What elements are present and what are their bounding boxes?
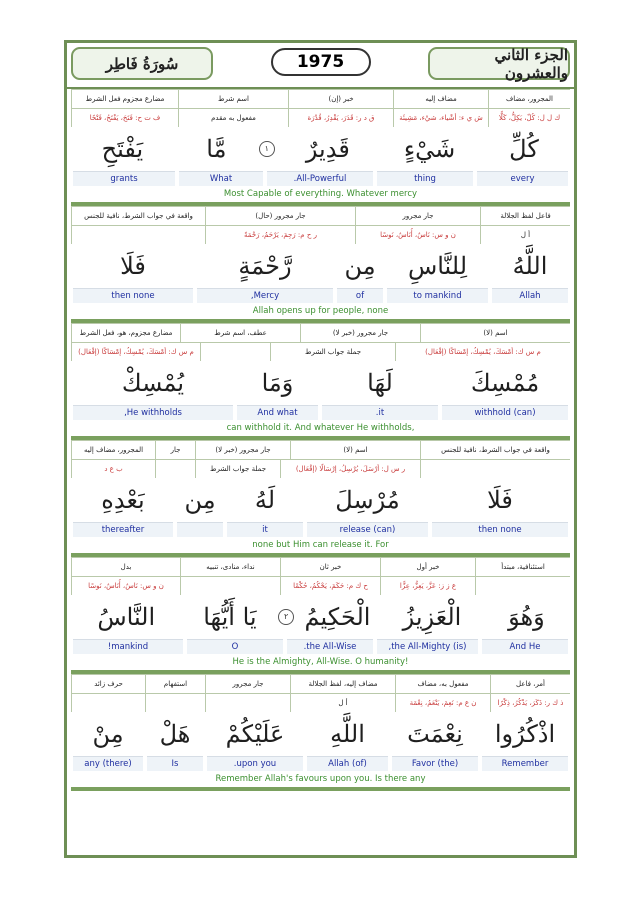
- english-word: Allah: [492, 288, 568, 303]
- arabic-row: [71, 478, 570, 522]
- grammar-cell: استئنافية، مبتدأ: [475, 558, 570, 576]
- root-cell: [420, 460, 570, 478]
- root-cell: ع ز ز: عَزَّ، يَعِزُّ، عِزًّا: [380, 577, 475, 595]
- root-row: [71, 693, 570, 712]
- grammar-cell: خبر (إن): [288, 90, 393, 108]
- verse-section: [71, 440, 570, 557]
- juz-name: الجزء الثاني والعشرون: [494, 45, 568, 82]
- arabic-row: [71, 244, 570, 288]
- grammar-cell: مضاف إليه: [393, 90, 488, 108]
- root-cell: [475, 577, 570, 595]
- english-word: it: [227, 522, 303, 537]
- english-word: (there) any: [73, 756, 143, 771]
- arabic-word: لِلنَّاسِ: [407, 252, 468, 280]
- translation-line: He is the Almighty, All-Wise. O humanity!: [232, 657, 409, 667]
- grammar-cell: أمر، فاعل: [490, 675, 570, 693]
- arabic-word: قَدِيرٌ: [305, 135, 350, 163]
- arabic-row: [71, 361, 570, 405]
- grammar-cell: مضارع مجزوم، هو، فعل الشرط: [71, 324, 180, 342]
- arabic-word: عَلَيْكُمْ: [225, 720, 285, 748]
- arabic-word: مِنْ: [92, 720, 124, 748]
- content: [71, 89, 570, 791]
- english-word: And He: [482, 639, 568, 654]
- verse-section: [71, 557, 570, 674]
- root-row: [71, 108, 570, 127]
- arabic-word: فَلَا: [120, 252, 146, 280]
- page-header: [67, 43, 574, 89]
- english-word: O: [187, 639, 283, 654]
- arabic-word: رَّحْمَةٍ: [238, 252, 292, 280]
- english-word: He withholds,: [73, 405, 233, 420]
- grammar-cell: اسم شرط: [178, 90, 288, 108]
- arabic-word: لَهُ: [254, 486, 276, 514]
- english-word: All-Powerful.: [267, 171, 373, 186]
- root-cell: ن و س: نَاسٌ، أُنَاسٌ، نَوسًا: [355, 226, 480, 244]
- grammar-cell: مضارع مجزوم فعل الشرط: [71, 90, 178, 108]
- arabic-word: وَهُوَ: [508, 603, 545, 631]
- arabic-word: اللَّهِ: [330, 720, 365, 748]
- english-word: mankind!: [73, 639, 183, 654]
- root-cell: [205, 694, 290, 712]
- english-word: of: [337, 288, 383, 303]
- arabic-word: الْعَزِيزُ: [402, 603, 462, 631]
- arabic-word: يُمْسِكْ: [121, 369, 185, 397]
- arabic-row: [71, 127, 570, 171]
- surah-name: سُورَةُ فَاطِر: [105, 54, 179, 73]
- grammar-cell: المجرور، مضاف إليه: [71, 441, 155, 459]
- root-cell: [155, 460, 195, 478]
- english-word: (is) the All-Mighty,: [377, 639, 478, 654]
- arabic-word: مِن: [184, 486, 216, 514]
- english-word: the All-Wise.: [287, 639, 373, 654]
- root-row: [71, 576, 570, 595]
- arabic-row: [71, 595, 570, 639]
- root-cell: أ ل: [480, 226, 570, 244]
- english-row: [71, 756, 570, 771]
- root-cell: [71, 694, 145, 712]
- root-cell: ش ي ء: أشْياء، شيْء، مَشِيئَة: [393, 109, 488, 127]
- grammar-cell: جار مجرور (خبر لا): [300, 324, 420, 342]
- english-row: [71, 405, 570, 420]
- root-cell: ب ع د: [71, 460, 155, 478]
- arabic-word: وَمَا: [261, 369, 294, 397]
- ayah-number-marker: ٢: [278, 609, 294, 625]
- english-word: to mankind: [387, 288, 488, 303]
- grammar-row: [71, 674, 570, 693]
- grammar-cell: مضاف إليه، لفظ الجلالة: [290, 675, 395, 693]
- arabic-row: [71, 712, 570, 756]
- english-row: [71, 171, 570, 186]
- root-cell: م س ك: أمْسَكَ، يُمْسِكُ، إمْسَاكًا (إفْعَال): [71, 343, 200, 361]
- root-cell: [180, 577, 280, 595]
- grammar-cell: استفهام: [145, 675, 205, 693]
- english-word: grants: [73, 171, 175, 186]
- english-word: then none: [432, 522, 568, 537]
- arabic-word: كُلِّ: [509, 135, 539, 163]
- root-cell: جملة جواب الشرط: [270, 343, 395, 361]
- grammar-cell: اسم (لا): [290, 441, 420, 459]
- grammar-cell: جار مجرور (حال): [205, 207, 355, 225]
- grammar-row: [71, 323, 570, 342]
- verse-section: [71, 674, 570, 791]
- english-word: (can) release: [307, 522, 428, 537]
- root-cell: [145, 694, 205, 712]
- grammar-cell: بدل: [71, 558, 180, 576]
- root-cell: ر س ل: أرْسَلَ، يُرْسِلُ، إرْسَالًا (إفْعَال): [280, 460, 420, 478]
- english-row: [71, 639, 570, 654]
- root-cell: م س ك: أمْسَكَ، يُمْسِكُ، إمْسَاكًا (إفْعَال): [395, 343, 570, 361]
- root-cell: أ ل: [290, 694, 395, 712]
- root-cell: ح ك م: حَكَمَ، يَحْكُمُ، حُكْمًا: [280, 577, 380, 595]
- english-word: Remember: [482, 756, 568, 771]
- grammar-cell: نداء، منادى، تنبيه: [180, 558, 280, 576]
- page-number-badge: [271, 48, 371, 76]
- arabic-word: يَفْتَحِ: [101, 135, 144, 163]
- root-cell: ن ع م: نَعِمَ، يَنْعَمُ، نِعْمَة: [395, 694, 490, 712]
- arabic-word: يَا أَيُّهَا: [203, 603, 257, 631]
- arabic-word: مُمْسِكَ: [470, 369, 540, 397]
- root-row: [71, 342, 570, 361]
- ayah-number-marker: ١: [259, 141, 275, 157]
- grammar-cell: عطف، اسم شرط: [180, 324, 300, 342]
- arabic-word: بَعْدِهِ: [101, 486, 145, 514]
- english-word: it.: [322, 405, 438, 420]
- translation-line: none but Him can release it. For: [252, 540, 389, 550]
- arabic-word: اللَّهُ: [512, 252, 548, 280]
- grammar-cell: جار: [155, 441, 195, 459]
- arabic-word: مَّا: [206, 135, 227, 163]
- arabic-word: شَيْءٍ: [403, 135, 456, 163]
- grammar-row: [71, 206, 570, 225]
- arabic-word: مُرْسِلَ: [335, 486, 400, 514]
- root-cell: [200, 343, 270, 361]
- grammar-row: [71, 440, 570, 459]
- arabic-word: هَلْ: [159, 720, 191, 748]
- root-cell: ن و س: نَاسٌ، أُنَاسٌ، نَوسًا: [71, 577, 180, 595]
- english-word: upon you.: [207, 756, 303, 771]
- arabic-word: مِن: [344, 252, 376, 280]
- english-word: And what: [237, 405, 318, 420]
- grammar-cell: خبر أول: [380, 558, 475, 576]
- grammar-cell: خبر ثان: [280, 558, 380, 576]
- english-row: [71, 522, 570, 537]
- translation-line: Most Capable of everything. Whatever mercy: [223, 189, 418, 199]
- root-cell: [71, 226, 205, 244]
- english-word: (of) Allah: [307, 756, 388, 771]
- english-word: What: [179, 171, 263, 186]
- english-word: every: [477, 171, 568, 186]
- page-frame: [64, 40, 577, 858]
- english-word: (can) withhold: [442, 405, 568, 420]
- grammar-cell: جار مجرور: [205, 675, 290, 693]
- grammar-cell: مفعول به، مضاف: [395, 675, 490, 693]
- english-word: thereafter: [73, 522, 173, 537]
- juz-name-box: [428, 47, 570, 80]
- arabic-word: الْحَكِيمُ: [304, 603, 371, 631]
- arabic-word: النَّاسُ: [97, 603, 156, 631]
- english-word: [177, 522, 223, 537]
- verse-section: [71, 206, 570, 323]
- arabic-word: نِعْمَتَ: [407, 720, 463, 748]
- translation-line: Remember Allah's favours upon you. Is there any: [215, 774, 426, 784]
- english-word: then none: [73, 288, 193, 303]
- english-word: thing: [377, 171, 473, 186]
- grammar-cell: فاعل لفظ الجلالة: [480, 207, 570, 225]
- root-cell: ر ح م: رَحِمَ، يَرْحَمُ، رَحْمَةً: [205, 226, 355, 244]
- root-cell: ذ ك ر: ذَكَرَ، يَذْكُرُ، ذِكْرًا: [490, 694, 570, 712]
- translation-line: Allah opens up for people, none: [252, 306, 389, 316]
- grammar-row: [71, 89, 570, 108]
- root-cell: ق د ر: قَدَرَ، يَقْدِرُ، قُدْرَة: [288, 109, 393, 127]
- root-cell: ك ل ل: كُلّ، يَكِلُّ، كَلًّا: [488, 109, 570, 127]
- root-row: [71, 459, 570, 478]
- verse-section: [71, 323, 570, 440]
- grammar-cell: حرف زائد: [71, 675, 145, 693]
- verse-section: [71, 89, 570, 206]
- english-word: Mercy,: [197, 288, 333, 303]
- grammar-row: [71, 557, 570, 576]
- grammar-cell: واقعة في جواب الشرط، نافية للجنس: [71, 207, 205, 225]
- translation-line: can withhold it. And whatever He withholds,: [226, 423, 415, 433]
- root-cell: ف ت ح: فَتَحَ، يَفْتَحُ، فَتْحًا: [71, 109, 178, 127]
- root-cell: جملة جواب الشرط: [195, 460, 280, 478]
- grammar-cell: اسم (لا): [420, 324, 570, 342]
- grammar-cell: جار مجرور (خبر لا): [195, 441, 290, 459]
- grammar-cell: جار مجرور: [355, 207, 480, 225]
- grammar-cell: المجرور، مضاف: [488, 90, 570, 108]
- grammar-cell: واقعة في جواب الشرط، نافية للجنس: [420, 441, 570, 459]
- english-row: [71, 288, 570, 303]
- page-number: 1975: [296, 52, 345, 72]
- arabic-word: لَهَا: [367, 369, 393, 397]
- english-word: Is: [147, 756, 203, 771]
- root-row: [71, 225, 570, 244]
- arabic-word: فَلَا: [487, 486, 513, 514]
- surah-name-box: [71, 47, 213, 80]
- root-cell: مفعول به مقدم: [178, 109, 288, 127]
- arabic-word: اذْكُرُوا: [494, 720, 556, 748]
- english-word: (the) Favor: [392, 756, 478, 771]
